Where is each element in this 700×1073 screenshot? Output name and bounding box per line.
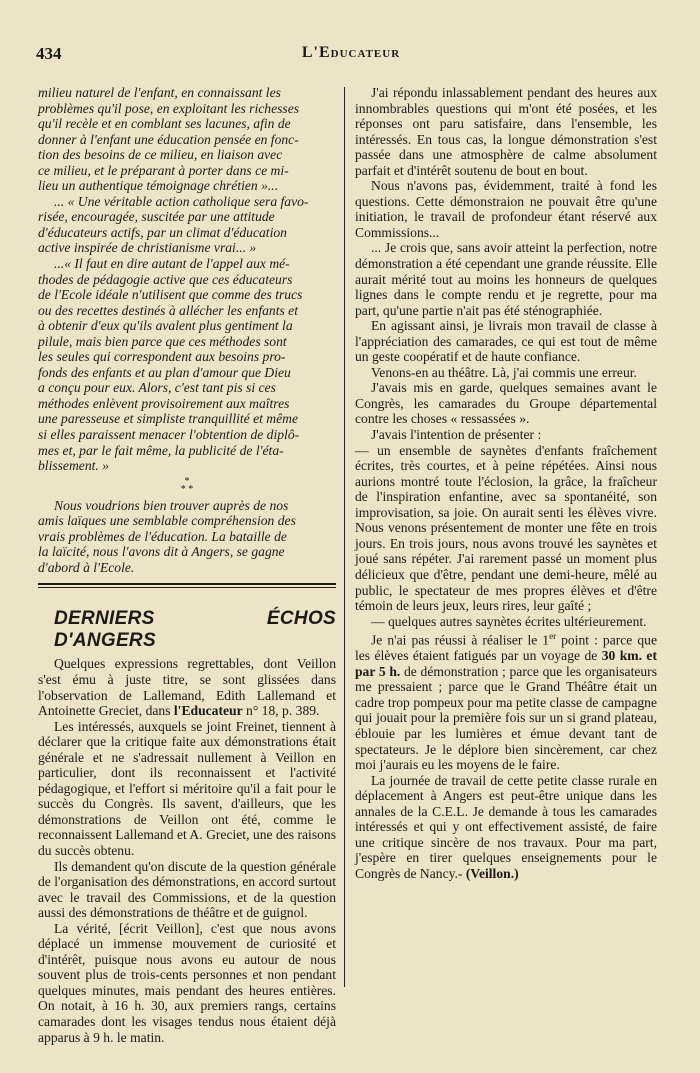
section-title: DERNIERS ÉCHOS D'ANGERS bbox=[54, 608, 336, 652]
paragraph: — quelques autres saynètes écrites ultérieurement. bbox=[371, 613, 647, 629]
quote-line: risée, encouragée, suscitée par une attitude bbox=[38, 209, 275, 225]
paragraph bbox=[355, 629, 657, 772]
paragraph: J'ai répondu inlassablement pendant des heures aux innombrables questions qui m'ont été posées, et les réponses ont paru satisfaire, dans l'ensemble, les intéressés. En tous cas, la longue démonstration s'est passée dans une atmosphère de calme absolument parfait et d'intérêt soutenu de bout en bout. bbox=[355, 85, 657, 178]
bold-run: 30 km. et par 5 h. bbox=[355, 648, 657, 679]
quote-line: pilule, mais bien parce que ces méthodes sont bbox=[38, 333, 287, 349]
closing-paragraph bbox=[38, 498, 336, 576]
paragraph: — un ensemble de saynètes d'enfants fraîchement écrites, très courtes, et à peine répétées. Ainsi nous aurions montré toute l'éclosion, la grâce, la fraîcheur de l'inspiration enfantine, avec sa spontanéité, son improvisation, sa joie. On aurait senti les élèves vivre. Nous venons présentement de monter une fête en trois jours. En trois jours, nous avons trouvé les saynètes et joué sans répéter. J'ai rarement passé un moment plus délicieux que d'être, pendant une demi-heure, mêlé au public, le spectateur de mes propres élèves et d'être témoin de leurs jeux, leurs rires, leur gaîté ; bbox=[355, 442, 657, 614]
quote-line: thodes de pédagogie active que ces éducateurs bbox=[38, 271, 293, 287]
quote-line: active inspirée de christianisme vrai... » bbox=[38, 240, 257, 256]
quote-line: tion des besoins de ce milieu, en liaison avec bbox=[38, 147, 283, 163]
quote-line: de l'Ecole idéale n'utilisent que comme des trucs bbox=[38, 287, 303, 303]
quote-line: fonds des enfants et au plan d'amour que Dieu bbox=[38, 364, 291, 380]
paragraph: Venons-en au théâtre. Là, j'ai commis une erreur. bbox=[371, 364, 637, 380]
paragraph: La vérité, [écrit Veillon], c'est que nous avons déplacé un immense mouvement de curiosité et d'intérêt, puisque nous avons eu autour de nous souvent plus de trois-cents personnes et non pendant quelques minutes, mais pendant des heures entières. On notait, à 16 h. 30, aux premiers rangs, certains camarades dont les visages tendus nous étaient déjà apparus à 9 h. le matin. bbox=[38, 920, 336, 1045]
left-column bbox=[38, 85, 336, 1045]
paragraph: J'avais mis en garde, quelques semaines avant le Congrès, les camarades du Groupe départemental contre les choses « ressassées ». bbox=[355, 380, 657, 427]
quote-line: mes et, par le fait même, la publicité de l'éta- bbox=[38, 442, 284, 458]
closing-line: la laïcité, nous l'avons dit à Angers, se gagne bbox=[38, 544, 285, 560]
quote-line: si elles paraissent menacer l'obtention de diplô- bbox=[38, 427, 300, 443]
quote-line: lieu un authentique témoignage chrétien »... bbox=[38, 178, 279, 194]
closing-line: vrais problèmes de l'éducation. La bataille de bbox=[38, 528, 287, 544]
right-column bbox=[355, 85, 657, 881]
quote-line: a conçu pour eux. Alors, c'est tant pis si ces bbox=[38, 380, 276, 396]
quote-line: ce milieu, et le préparant à porter dans ce mi- bbox=[38, 162, 289, 178]
paragraph: Ils demandent qu'on discute de la question générale de l'organisation des démonstrations, en accord surtout avec le travail des Commissions, et de la question aussi des démonstrations de théâtre et de guignol. bbox=[38, 858, 336, 921]
paragraph bbox=[38, 656, 336, 718]
closing-line: Nous voudrions bien trouver auprès de nos bbox=[54, 497, 289, 513]
text-run: Je n'ai pas réussi à réaliser le 1 bbox=[371, 632, 550, 648]
quote-line: problèmes qu'il pose, en exploitant les richesses bbox=[38, 100, 300, 116]
closing-line: amis laïques une semblable compréhension des bbox=[38, 513, 296, 529]
text-run: La journée de travail de cette petite classe rurale en déplacement à Angers est peut-être unique dans les annales de la C.E.L. Je demande à tous les camarades intéressés et qui y ont effectivement assisté, de faire une critique sincère de nos travaux. Pour ma part, j'espère en tirer quelques enseignements pour le Congrès de Nancy.- bbox=[355, 772, 657, 881]
journal-reference: l'Educateur bbox=[173, 703, 243, 719]
paragraph bbox=[355, 773, 657, 882]
signature: (Veillon.) bbox=[465, 865, 519, 881]
horizontal-rule bbox=[38, 583, 336, 588]
quote-line: qu'il recèle et en comblant ses lacunes, afin de bbox=[38, 116, 291, 132]
paragraph: J'avais l'intention de présenter : bbox=[371, 427, 542, 443]
superscript: er bbox=[549, 631, 557, 642]
page-number: 434 bbox=[36, 44, 62, 63]
quote-line: blissement. » bbox=[38, 458, 109, 474]
journal-title: L'Educateur bbox=[301, 44, 401, 61]
quote-line: d'éducateurs actifs, par un climat d'éducation bbox=[38, 224, 287, 240]
quote-line: méthodes enlèvent provisoirement aux maîtres bbox=[38, 395, 290, 411]
quote-block bbox=[38, 85, 336, 474]
text-run: n° 18, p. 389. bbox=[242, 703, 320, 719]
quote-line: à obtenir d'eux qu'ils avalent plus gentiment la bbox=[38, 318, 293, 334]
paragraph: En agissant ainsi, je livrais mon travail de classe à l'appréciation des camarades, ce qui est tout de même un geste coopératif et de haute confiance. bbox=[355, 318, 657, 365]
quote-line: une paresseuse et simpliste tranquillité et même bbox=[38, 411, 298, 427]
text-run: de démonstration ; parce que les organisateurs me pressaient ; parce que le Grand Théâtre était un cadre trop pompeux pour ma petite classe de campagne qui jouait pour la première fois sur un si grand plateau, éblouie par les lumières et émue devant tant de spectateurs. Je le déplore bien sincèrement, car chez moi j'aurais eu les moyens de le faire. bbox=[355, 663, 657, 773]
text-run: Quelques expressions regrettables, dont Veillon s'est ému à juste titre, se sont glissées dans l'observation de Lallemand, Edith Lallemand et Antoinette Greciet, dans bbox=[38, 656, 336, 719]
section-separator-stars: * * * bbox=[180, 475, 194, 495]
paragraph: ... Je crois que, sans avoir atteint la perfection, notre démonstration a été cependant une grande réussite. Elle aurait mérité tout au moins les honneurs de quelques lignes dans le compte rendu et je regrette, pour ma part, qu'une partie n'ait pas été sténographiée. bbox=[355, 240, 657, 318]
quote-line: ou des recettes destinés à allécher les enfants et bbox=[38, 302, 298, 318]
quote-line: ... « Une véritable action catholique sera favo- bbox=[54, 193, 309, 209]
quote-line: les seules qui correspondent aux besoins pro- bbox=[38, 349, 286, 365]
quote-line: ...« Il faut en dire autant de l'appel aux mé- bbox=[54, 256, 290, 272]
quote-line: donner à l'enfant une éducation pensée en fonc- bbox=[38, 131, 299, 147]
paragraph: Nous n'avons pas, évidemment, traité à fond les questions. Cette démonstraion ne pouvait être qu'une initiation, le travail de profondeur étant réservé aux Commissions... bbox=[355, 178, 657, 240]
quote-line: milieu naturel de l'enfant, en connaissant les bbox=[38, 85, 281, 100]
paragraph: Les intéressés, auxquels se joint Freinet, tiennent à déclarer que la critique faite aux démonstrations était générale et ne s'adressait nullement à Veillon en particulier, dont ils reconnaissent et l'activité pédagogique, et l'effort si méritoire qu'il a fait pour le succès du Congrès. Ils savent, d'ailleurs, que les démonstrations de Veillon ont été, comme le reconnaissent Lallemand et A. Greciet, une des raisons du succès obtenu. bbox=[38, 718, 336, 858]
text-run: point : parce que les élèves étaient fatigués par un voyage de bbox=[355, 632, 657, 664]
closing-line: d'abord à l'Ecole. bbox=[38, 559, 135, 575]
column-divider bbox=[344, 87, 345, 987]
page-header bbox=[36, 44, 666, 68]
